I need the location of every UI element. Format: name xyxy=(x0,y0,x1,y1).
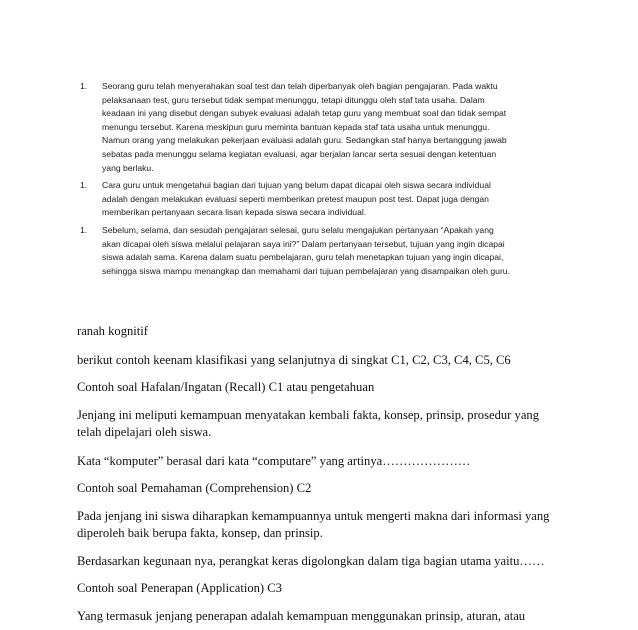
text-line: sebatas pada menunggu selama kegiatan evaluasi, agar berjalan lancar serta sesuai dengan ketentuan xyxy=(102,148,497,159)
heading-c2 xyxy=(77,480,567,497)
list-item-text xyxy=(102,224,570,278)
text-line: Pada jenjang ini siswa diharapkan kemampuannya untuk mengerti makna dari informasi yang xyxy=(77,509,550,523)
text-line: berikut contoh keenam klasifikasi yang selanjutnya di singkat C1, C2, C3, C4, C5, C6 xyxy=(77,353,511,367)
paragraph-jenjang-c1 xyxy=(77,407,567,441)
list-item xyxy=(80,80,570,175)
text-line: adalah dengan melakukan evaluasi seperti memberikan pretest maupun post test. Dapat juga dengan xyxy=(102,193,489,204)
list-number: 1. xyxy=(80,81,88,91)
text-line: Namun orang yang melakukan pekerjaan evaluasi adalah guru. Sedangkan staf hanya bertanggung jawab xyxy=(102,135,507,146)
list-number: 1. xyxy=(80,180,88,191)
text-line: diperoleh baik berupa fakta, konsep, dan prinsip. xyxy=(77,526,323,540)
text-line: memberikan pertanyaan secara lisan kepada siswa secara individual. xyxy=(102,207,367,218)
heading-c1 xyxy=(77,379,567,396)
text-line: siswa adalah sama. Karena dalam suatu pembelajaran, guru telah menetapkan tujuan yang ingin dicapai, xyxy=(102,252,504,263)
paragraph-klasifikasi xyxy=(77,352,567,369)
text-line: Seorang guru telah menyerahakan soal test dan telah diperbanyak oleh bagian pengajaran. Pada waktu xyxy=(102,81,498,91)
text-line: yang berlaku. xyxy=(102,162,154,173)
list-number: 1. xyxy=(80,224,88,235)
text-line: Jenjang ini meliputi kemampuan menyatakan kembali fakta, konsep, prinsip, prosedur yang xyxy=(77,408,540,422)
text-line: Cara guru untuk mengetahui bagian dari tujuan yang belum dapat dicapai oleh siswa secara individual xyxy=(102,180,491,191)
text-line: akan dicapai oleh siswa melalui pelajaran saya ini?” Dalam pertanyaan tersebut, tujuan yang ingin dicapai xyxy=(102,238,505,249)
text-line: Sebelum, selama, dan sesudah pengajaran selesai, guru selalu mengajukan pertanyaan “Apakah yang xyxy=(102,224,494,235)
text-line: keadaan ini yang disebut dengan subyek evaluasi adalah tetap guru yang membuat soal dan tidak sempat xyxy=(102,108,507,119)
list-item xyxy=(80,179,570,220)
heading-c3 xyxy=(77,580,567,597)
text-line: sehingga siswa mampu menangkap dan memahami dari tujuan pembelajaran yang disampaikan oleh guru. xyxy=(102,265,510,276)
text-line: Contoh soal Hafalan/Ingatan (Recall) C1 atau pengetahuan xyxy=(77,380,375,394)
text-line: Contoh soal Pemahaman (Comprehension) C2 xyxy=(77,481,312,495)
text-line: Contoh soal Penerapan (Application) C3 xyxy=(77,581,282,595)
question-perangkat-keras xyxy=(77,553,567,570)
text-line: Kata “komputer” berasal dari kata “computare” yang artinya………………… xyxy=(77,454,471,468)
list-item xyxy=(80,224,570,278)
paragraph-ranah-kognitif xyxy=(77,323,567,340)
paragraph-jenjang-c2 xyxy=(77,508,567,542)
text-line: Yang termasuk jenjang penerapan adalah kemampuan menggunakan prinsip, aturan, atau xyxy=(77,609,526,623)
question-komputer xyxy=(77,453,567,470)
text-line: ranah kognitif xyxy=(77,324,148,338)
text-line: telah dipelajari oleh siswa. xyxy=(77,425,212,439)
text-line: menungu tersebut. Karena meskipun guru meminta bantuan kepada staf tata usaha untuk menunggu. xyxy=(102,121,490,132)
list-item-text xyxy=(102,80,570,175)
text-line: pelaksanaan test, guru tersebut tidak sempat menunggu, tetapi ditunggu oleh staf tata usaha. Dalam xyxy=(102,94,485,105)
list-item-text xyxy=(102,179,570,220)
numbered-list xyxy=(80,80,570,282)
text-line: Berdasarkan kegunaan nya, perangkat keras digolongkan dalam tiga bagian utama yaitu…… xyxy=(77,554,545,568)
paragraph-jenjang-c3 xyxy=(77,608,567,625)
